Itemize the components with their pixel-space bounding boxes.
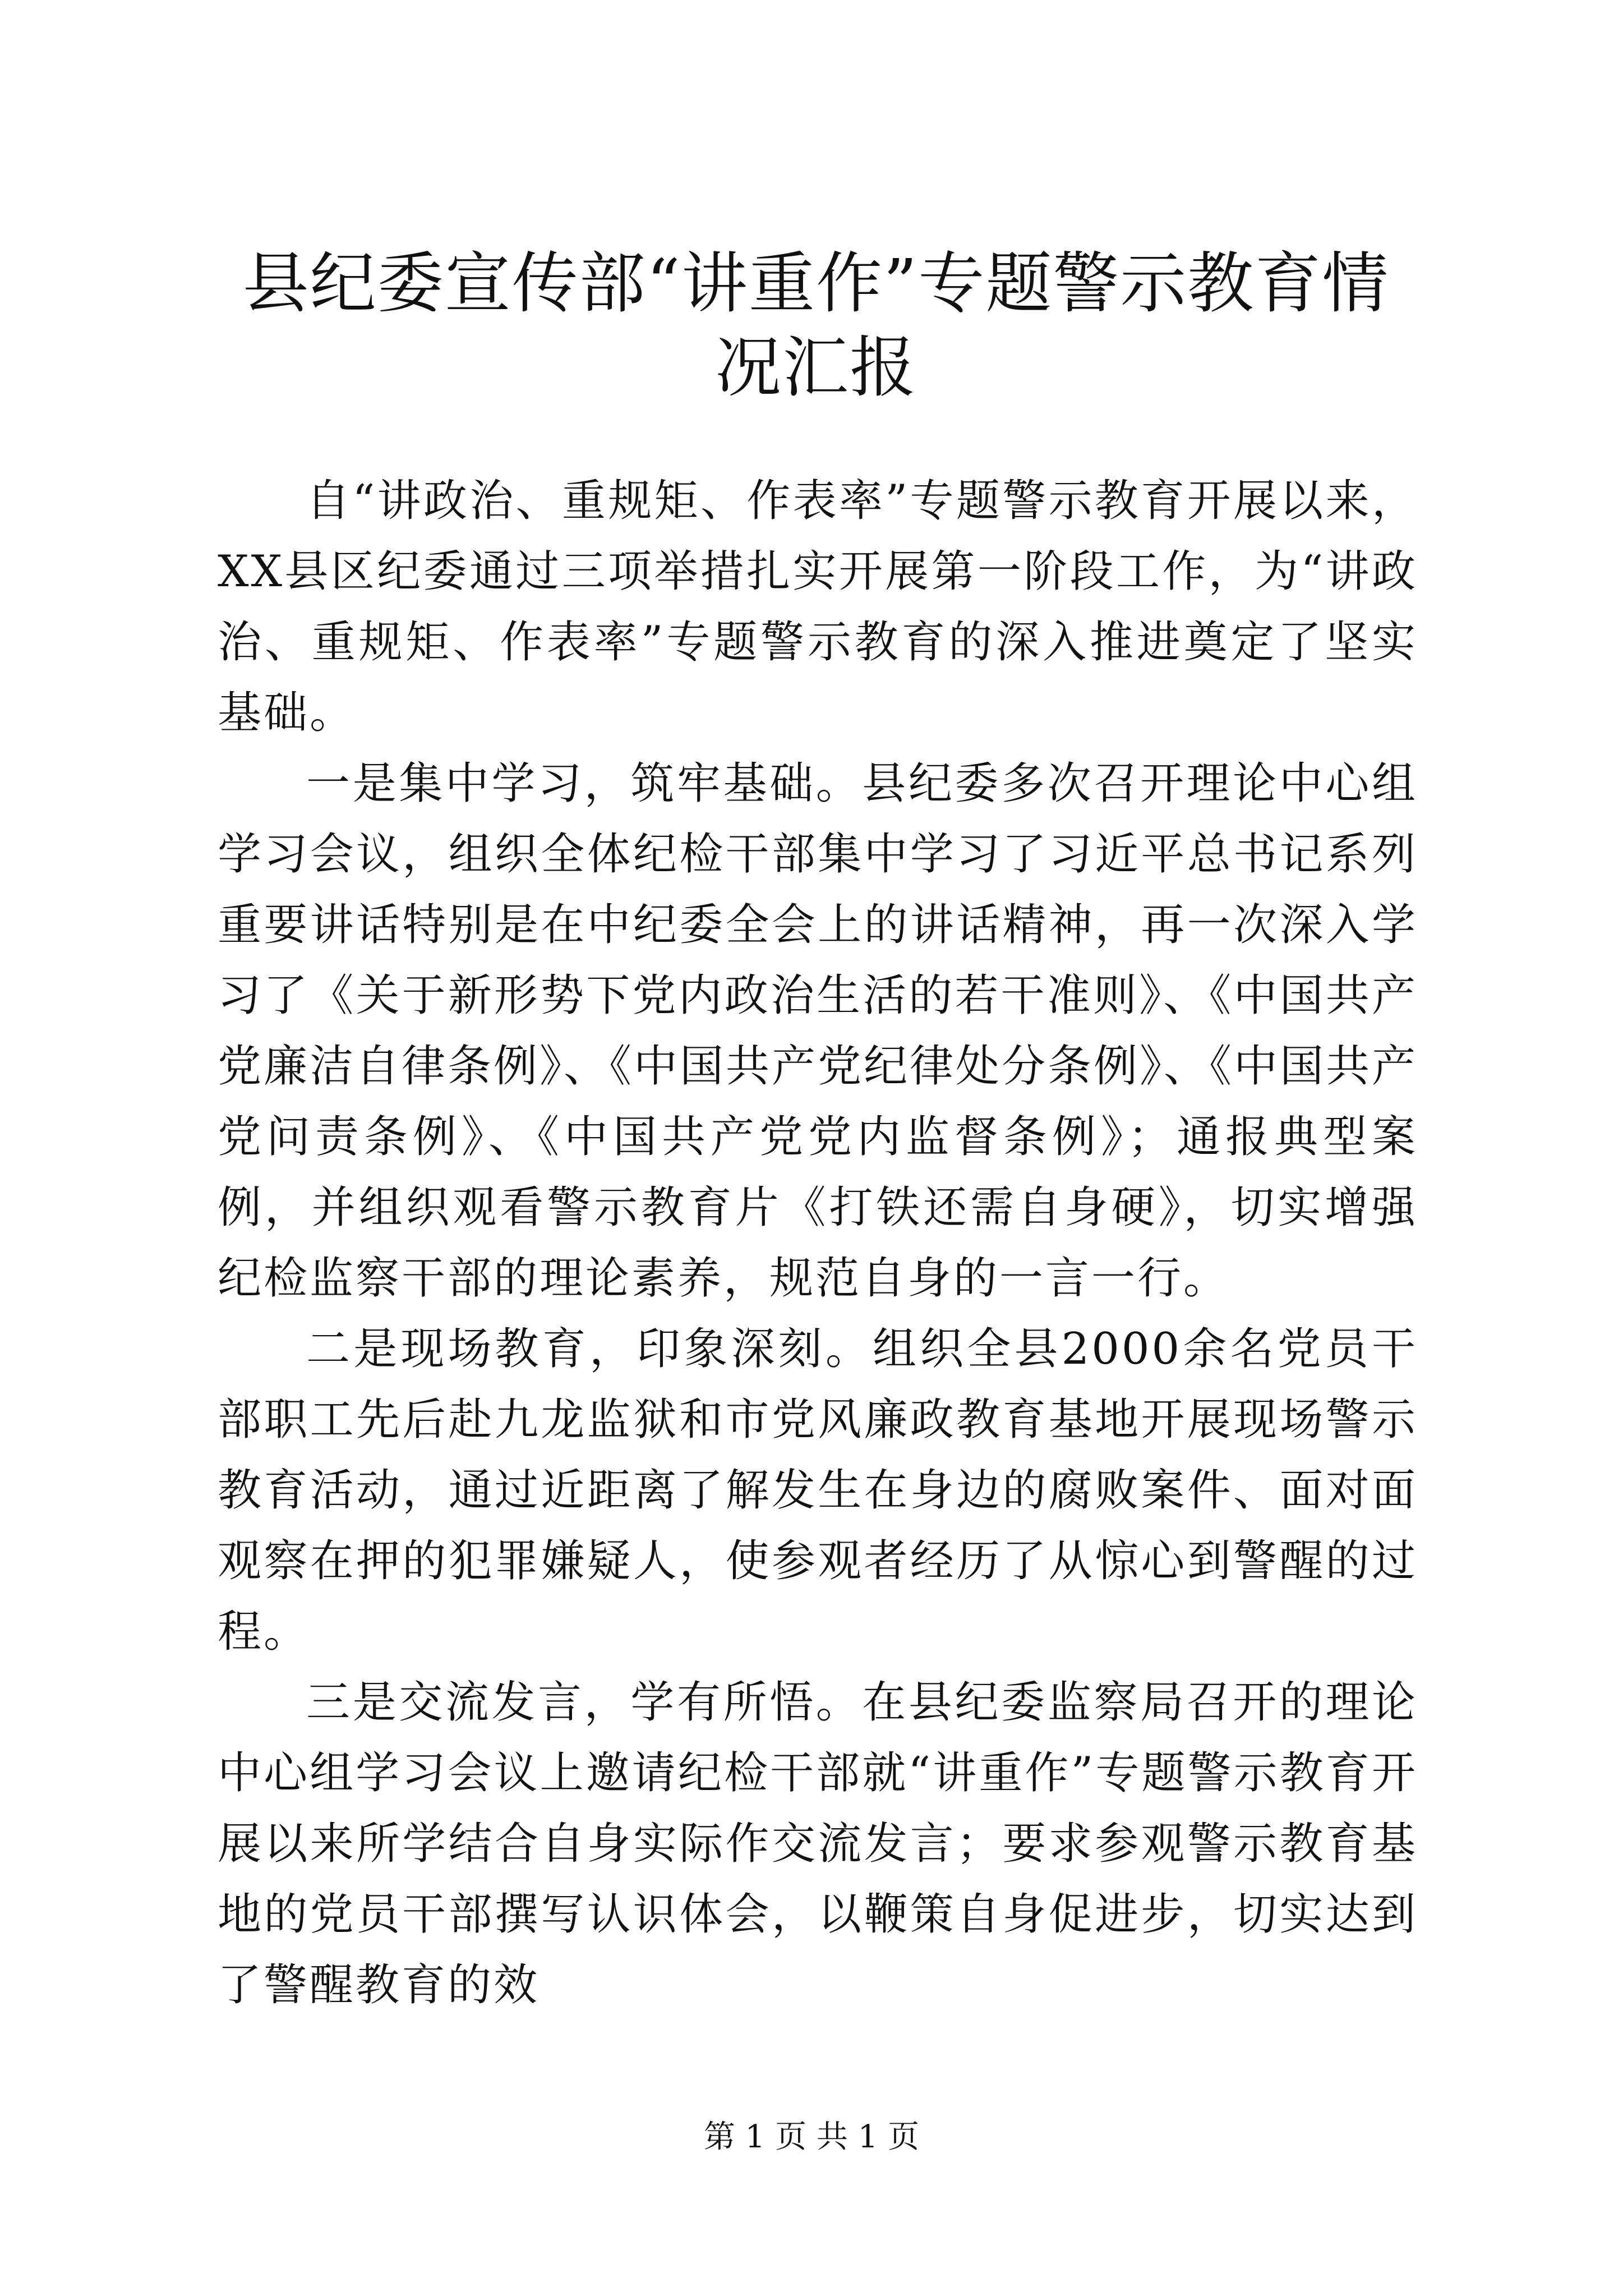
page-number-footer: 第 1 页 共 1 页 <box>703 2119 920 2155</box>
paragraph-intro: 自“讲政治、重规矩、作表率”专题警示教育开展以来，XX县区纪委通过三项举措扎实开展第一阶段工作，为“讲政治、重规矩、作表率”专题警示教育的深入推进奠定了坚实基础。 <box>218 476 1418 738</box>
paragraph-study: 一是集中学习，筑牢基础。县纪委多次召开理论中心组学习会议，组织全体纪检干部集中学习了习近平总书记系列重要讲话特别是在中纪委全会上的讲话精神，再一次深入学习了《关于新形势下党内政治生活的若干准则》、《中国共产党廉洁自律条例》、《中国共产党纪律处分条例》、《中国共产党问责条例》、《中国共产党党内监督条例》；通报典型案例，并组织观看警示教育片《打铁还需自身硬》，切实增强纪检监察干部的理论素养，规范自身的一言一行。 <box>218 758 1418 1304</box>
paragraph-exchange: 三是交流发言，学有所悟。在县纪委监察局召开的理论中心组学习会议上邀请纪检干部就“讲重作”专题警示教育开展以来所学结合自身实际作交流发言；要求参观警示教育基地的党员干部撰写认识体会，以鞭策自身促进步，切实达到了警醒教育的效 <box>218 1677 1418 2010</box>
document-title: 县纪委宣传部“讲重作”专题警示教育情况汇报 <box>242 245 1390 406</box>
document-body <box>218 466 1418 2021</box>
paragraph-onsite-education: 二是现场教育，印象深刻。组织全县2000余名党员干部职工先后赴九龙监狱和市党风廉政教育基地开展现场警示教育活动，通过近距离了解发生在身边的腐败案件、面对面观察在押的犯罪嫌疑人，使参观者经历了从惊心到警醒的过程。 <box>218 1324 1418 1657</box>
